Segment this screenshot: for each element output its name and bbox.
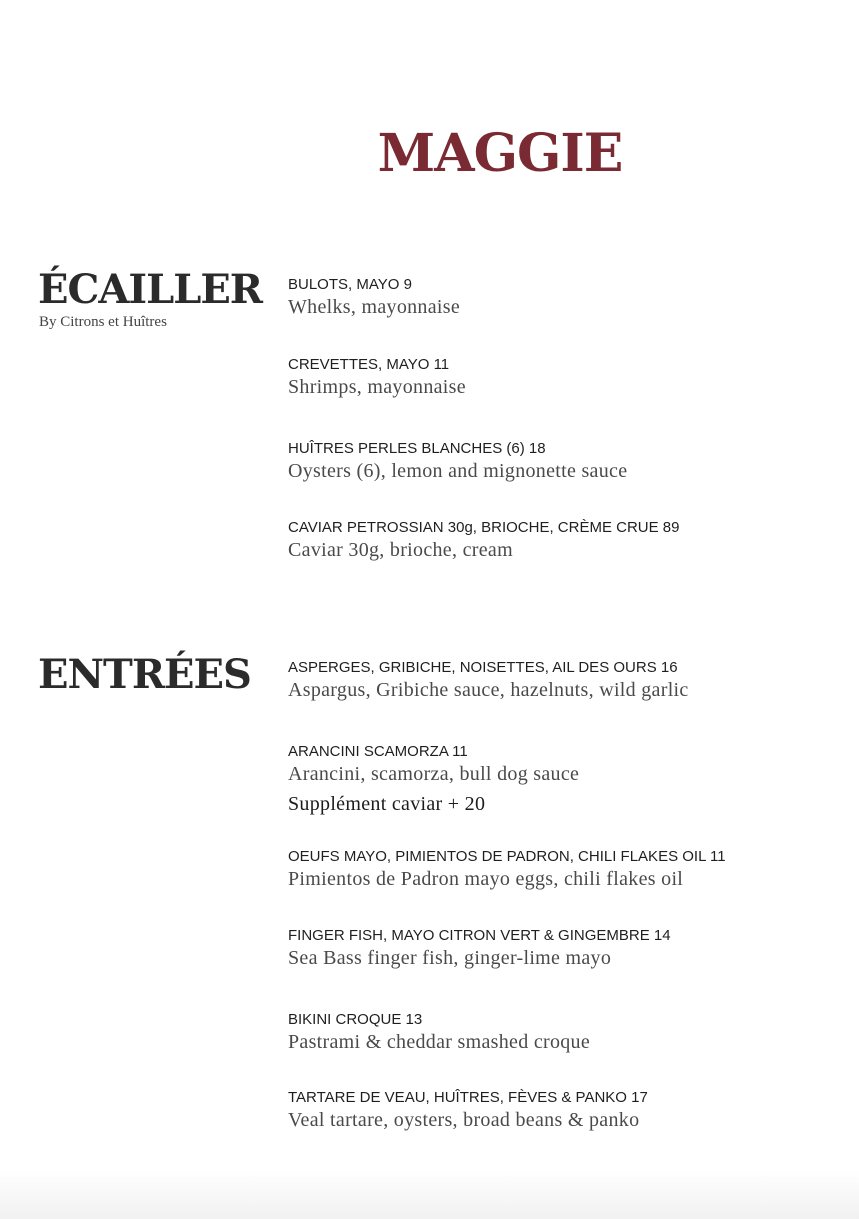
menu-item [288,356,828,400]
menu-item [288,743,828,817]
menu-item-name-fr: TARTARE DE VEAU, HUÎTRES, FÈVES & PANKO 17 [288,1089,648,1106]
menu-item-name-fr: FINGER FISH, MAYO CITRON VERT & GINGEMBRE 14 [288,927,671,944]
menu-item [288,848,828,892]
menu-item-name-fr: BULOTS, MAYO 9 [288,276,412,293]
section-title-ecailler: ÉCAILLER [38,266,263,313]
menu-item [288,1089,828,1133]
menu-item [288,440,828,484]
menu-item-name-fr: HUÎTRES PERLES BLANCHES (6) 18 [288,440,546,457]
menu-item-description-en: Oysters (6), lemon and mignonette sauce [288,460,628,482]
menu-item-name-fr: BIKINI CROQUE 13 [288,1011,423,1028]
menu-item [288,927,828,971]
menu-item-description-en: Caviar 30g, brioche, cream [288,539,513,561]
menu-item-description-en: Shrimps, mayonnaise [288,376,466,398]
menu-item-name-fr: CREVETTES, MAYO 11 [288,356,450,373]
menu-item-name-fr: ARANCINI SCAMORZA 11 [288,743,468,760]
section-title-entrees: ENTRÉES [38,651,251,698]
menu-item [288,1011,828,1055]
menu-item-description-en: Pastrami & cheddar smashed croque [288,1031,591,1053]
menu-item-name-fr: CAVIAR PETROSSIAN 30g, BRIOCHE, CRÈME CRUE 89 [288,519,680,536]
menu-item-description-en: Sea Bass finger fish, ginger-lime mayo [288,947,612,969]
restaurant-name: MAGGIE [377,123,623,184]
menu-item-name-fr: ASPERGES, GRIBICHE, NOISETTES, AIL DES OURS 16 [288,659,678,676]
section-subtitle-ecailler: By Citrons et Huîtres [39,314,167,330]
menu-item-description-en: Arancini, scamorza, bull dog sauce [288,763,580,785]
menu-item [288,519,828,563]
menu-item-description-en: Veal tartare, oysters, broad beans & panko [288,1109,640,1131]
menu-item-name-fr: OEUFS MAYO, PIMIENTOS DE PADRON, CHILI FLAKES OIL 11 [288,848,726,865]
menu-item [288,659,828,703]
menu-item-supplement: Supplément caviar + 20 [288,793,486,815]
menu-item-description-en: Whelks, mayonnaise [288,296,461,318]
menu-item-description-en: Aspargus, Gribiche sauce, hazelnuts, wild garlic [288,679,689,701]
menu-item [288,276,828,320]
menu-item-description-en: Pimientos de Padron mayo eggs, chili flakes oil [288,868,684,890]
